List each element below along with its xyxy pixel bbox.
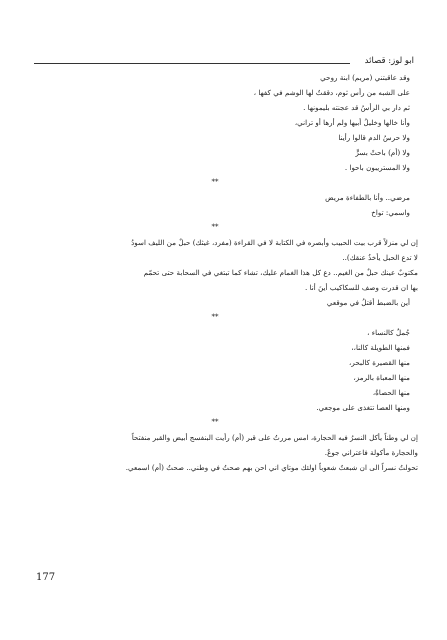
verse-line: منها القصيرة كالبحر، — [349, 358, 410, 367]
verse-line: على الشبه من رأس ثوم، دققتُ لها الوشم في كفها ، — [253, 88, 410, 97]
prose-line: إن لي منزلاً قرب بيت الحبيب وأبصره في الكتابة لا في القراءة (مفرد، غيثك) حبلٌ من الليف اسودُ — [131, 238, 418, 247]
verse-line: ومنها العصا تتغذى على موجعي. — [316, 403, 410, 412]
poem-stanza-2 — [34, 190, 418, 220]
poem-stanza-3 — [34, 325, 418, 415]
header-rule — [34, 63, 350, 64]
prose-line: بها ان قدرت وصف للسكاكيب أينَ أنا . — [305, 283, 418, 292]
page-number: 177 — [36, 572, 56, 583]
prose-line: أين بالضبط أقتلُ في موقعي — [326, 298, 410, 307]
poem-stanza-1 — [34, 70, 418, 175]
verse-line: منها الحصاةُ، — [372, 388, 410, 397]
prose-paragraph-1 — [34, 235, 418, 310]
prose-line: والحجارة مأكولة فاعتراني جوعٌ. — [324, 448, 418, 457]
header-title: ابو لوز: قصائد — [364, 56, 414, 66]
section-separator: ** — [211, 178, 219, 186]
verse-line: واسمي: تواخ — [371, 208, 410, 217]
prose-line: تحولتُ نسراً الى ان شبعتُ شعوباً اولئك موتاي اني احن بهم صحتُ في وطني.. صحتُ (أم) اسمعي. — [125, 463, 418, 472]
verse-line: ولا (أم) باحتْ بسرٍّ — [355, 148, 410, 157]
page-body — [34, 70, 418, 475]
verse-line: منها المعباة بالرمز، — [353, 373, 410, 382]
verse-line: وأنا خالها وخليلُ أبيها ولم أرها أو تراني، — [294, 118, 410, 127]
verse-line: جُملٌ كالنساء ، — [367, 328, 410, 337]
verse-line: مرضي.. وأنا بالطفاءة مريض — [325, 193, 410, 202]
verse-line: فمنها الطويلة كالنا،، — [351, 343, 410, 352]
prose-line: لا تدع الحبل يأخذُ عنقك).. — [342, 253, 418, 262]
verse-line: وقد عاقبتني (مريم) ابنة روحي — [320, 73, 410, 82]
verse-line: ولا المستريبون باحوا . — [344, 163, 410, 172]
verse-line: ولا حرسُ الدم قالوا رأينا — [338, 133, 410, 142]
verse-line: ثم دار بي الرأسُ قد عجنته بليمونها . — [303, 103, 410, 112]
section-separator: ** — [211, 418, 219, 426]
section-separator: ** — [211, 223, 219, 231]
section-separator: ** — [211, 313, 219, 321]
prose-line: مكتوبٌ عينك حبلٌ من الغيم.. دع كل هذا الغمام عليك، تشاء كما تبتغي في السحابة حتى تحمّم — [143, 268, 418, 277]
running-header — [34, 56, 414, 70]
prose-paragraph-2 — [34, 430, 418, 475]
prose-line: إن لي وطناً يأكل النسرُ فيه الحجارة، امس مررتُ على قبر (أم) رأيت البنفسج أبيض والقبر منفتحاً — [131, 433, 418, 442]
